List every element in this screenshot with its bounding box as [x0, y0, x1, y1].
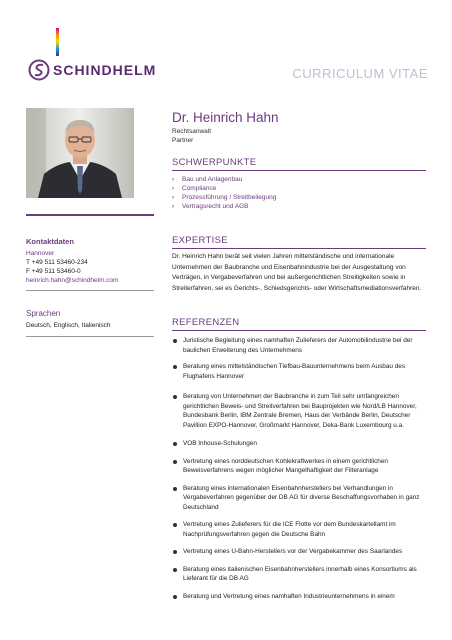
reference-item: Juristische Begleitung eines namhaften Zulieferers der Automobilindustrie bei der baulichen Erweiterung des Unternehmens — [172, 336, 426, 355]
bullet-dot-icon — [173, 442, 177, 446]
focus-item[interactable]: › Bau und Anlagenbau — [172, 176, 243, 183]
reference-item: Beratung eines internationalen Eisenbahnherstellers bei Verhandlungen in Vergabeverfahren gegenüber der DB AG für diverse Beschaffungsvorhaben in ganz Deutschland — [172, 484, 426, 513]
reference-item: Beratung eines mittelständischen Tiefbau-Bauunternehmens beim Ausbau des Flughafens Hannover — [172, 362, 426, 381]
portrait-photo — [26, 108, 134, 198]
expertise-rule — [172, 248, 426, 249]
focus-rule — [172, 170, 426, 171]
left-divider — [26, 214, 154, 216]
expertise-heading: EXPERTISE — [172, 235, 228, 246]
reference-item: Vertretung eines norddeutschen Kohlekraftwerkes in einem gerichtlichen Beweisverfahrens wegen möglicher Mangelhaftigkeit der Filteranlage — [172, 457, 426, 476]
focus-item[interactable]: › Prozessführung / Streitbeilegung — [172, 194, 277, 201]
bullet-dot-icon — [173, 550, 177, 554]
logo-s-icon — [28, 59, 50, 81]
portrait-illustration — [26, 108, 134, 198]
focus-item[interactable]: › Vertragsrecht und AGB — [172, 203, 249, 210]
person-header — [172, 110, 426, 145]
references-heading: REFERENZEN — [172, 317, 240, 328]
reference-item: Vertretung eines U-Bahn-Herstellers vor der Vergabekammer des Saarlandes — [172, 547, 426, 557]
bullet-dot-icon — [173, 568, 177, 572]
languages-section — [26, 309, 154, 330]
reference-item: Beratung und Vertretung eines namhaften Industrieunternehmens in einem — [172, 592, 426, 602]
logo-color-bar — [56, 28, 59, 56]
contact-heading: Kontaktdaten — [26, 237, 74, 246]
bullet-dot-icon — [173, 395, 177, 399]
chevron-right-icon: › — [172, 203, 175, 210]
focus-heading: SCHWERPUNKTE — [172, 157, 257, 168]
contact-rule — [26, 290, 154, 291]
focus-item[interactable]: › Compliance — [172, 185, 217, 192]
expertise-text: Dr. Heinrich Hahn berät seit vielen Jahren mittelständische und internationale Unternehmen der Baubranche und Eisenbahnindustrie bei der Ausgestaltung von Verträgen, in Vergabeverfahren und bei außergerichtlichen Streitigkeiten sowie in Streiterfahren, sei es Gerichts-, Schiedsgerichts- oder Wirtschaftsmediationsverfahren. — [172, 253, 422, 292]
references-rule — [172, 330, 426, 331]
chevron-right-icon: › — [172, 194, 175, 201]
reference-item: Vertretung eines Zulieferers für die ICE Flotte vor dem Bundeskartellamt im Nachprüfungsverfahren gegen die Deutsche Bahn — [172, 520, 426, 539]
reference-item: Beratung eines italienischen Eisenbahnherstellers innerhalb eines Konsortiums als Lieferant für die DB AG — [172, 565, 426, 584]
person-position: Partner — [172, 137, 194, 144]
languages-rule — [26, 336, 154, 337]
contact-fax: F +49 511 53460-0 — [26, 268, 81, 275]
cv-title: CURRICULUM VITAE — [292, 66, 428, 81]
references-section — [172, 317, 426, 601]
reference-item: Beratung von Unternehmen der Baubranche in zum Teil sehr umfangreichen gerichtlichen Beweis- und Streitverfahren bei Bauprojekten wie Nord/LB Hannover, Bundesbank Berlin, IBM Zentrale Bremen, Haus der Verbände Berlin, Deutscher Pavillion EXPO-Hannover, Großmarkt Hannover, Deka-Bank Luxembourg u.a. — [172, 392, 426, 430]
bullet-dot-icon — [173, 487, 177, 491]
languages-value: Deutsch, Englisch, Italienisch — [26, 322, 111, 329]
bullet-dot-icon — [173, 523, 177, 527]
logo-wordmark: SCHINDHELM — [53, 62, 157, 78]
bullet-dot-icon — [173, 339, 177, 343]
bullet-dot-icon — [173, 460, 177, 464]
bullet-dot-icon — [173, 365, 177, 369]
contact-section — [26, 237, 154, 285]
contact-phone[interactable]: T +49 511 53460-234 — [26, 259, 88, 266]
expertise-section — [172, 235, 426, 294]
chevron-right-icon: › — [172, 176, 175, 183]
bullet-dot-icon — [173, 595, 177, 599]
person-name: Dr. Heinrich Hahn — [172, 110, 279, 125]
focus-list — [172, 175, 426, 211]
reference-item: VOB Inhouse-Schulungen — [172, 439, 426, 449]
references-list — [172, 336, 426, 601]
person-role: Rechtsanwalt — [172, 128, 212, 135]
contact-city: Hannover — [26, 250, 55, 257]
chevron-right-icon: › — [172, 185, 175, 192]
schindhelm-logo — [28, 28, 157, 86]
contact-email-link[interactable]: heinrich.hahn@schindhelm.com — [26, 277, 119, 284]
focus-section — [172, 157, 426, 211]
languages-heading: Sprachen — [26, 309, 61, 318]
